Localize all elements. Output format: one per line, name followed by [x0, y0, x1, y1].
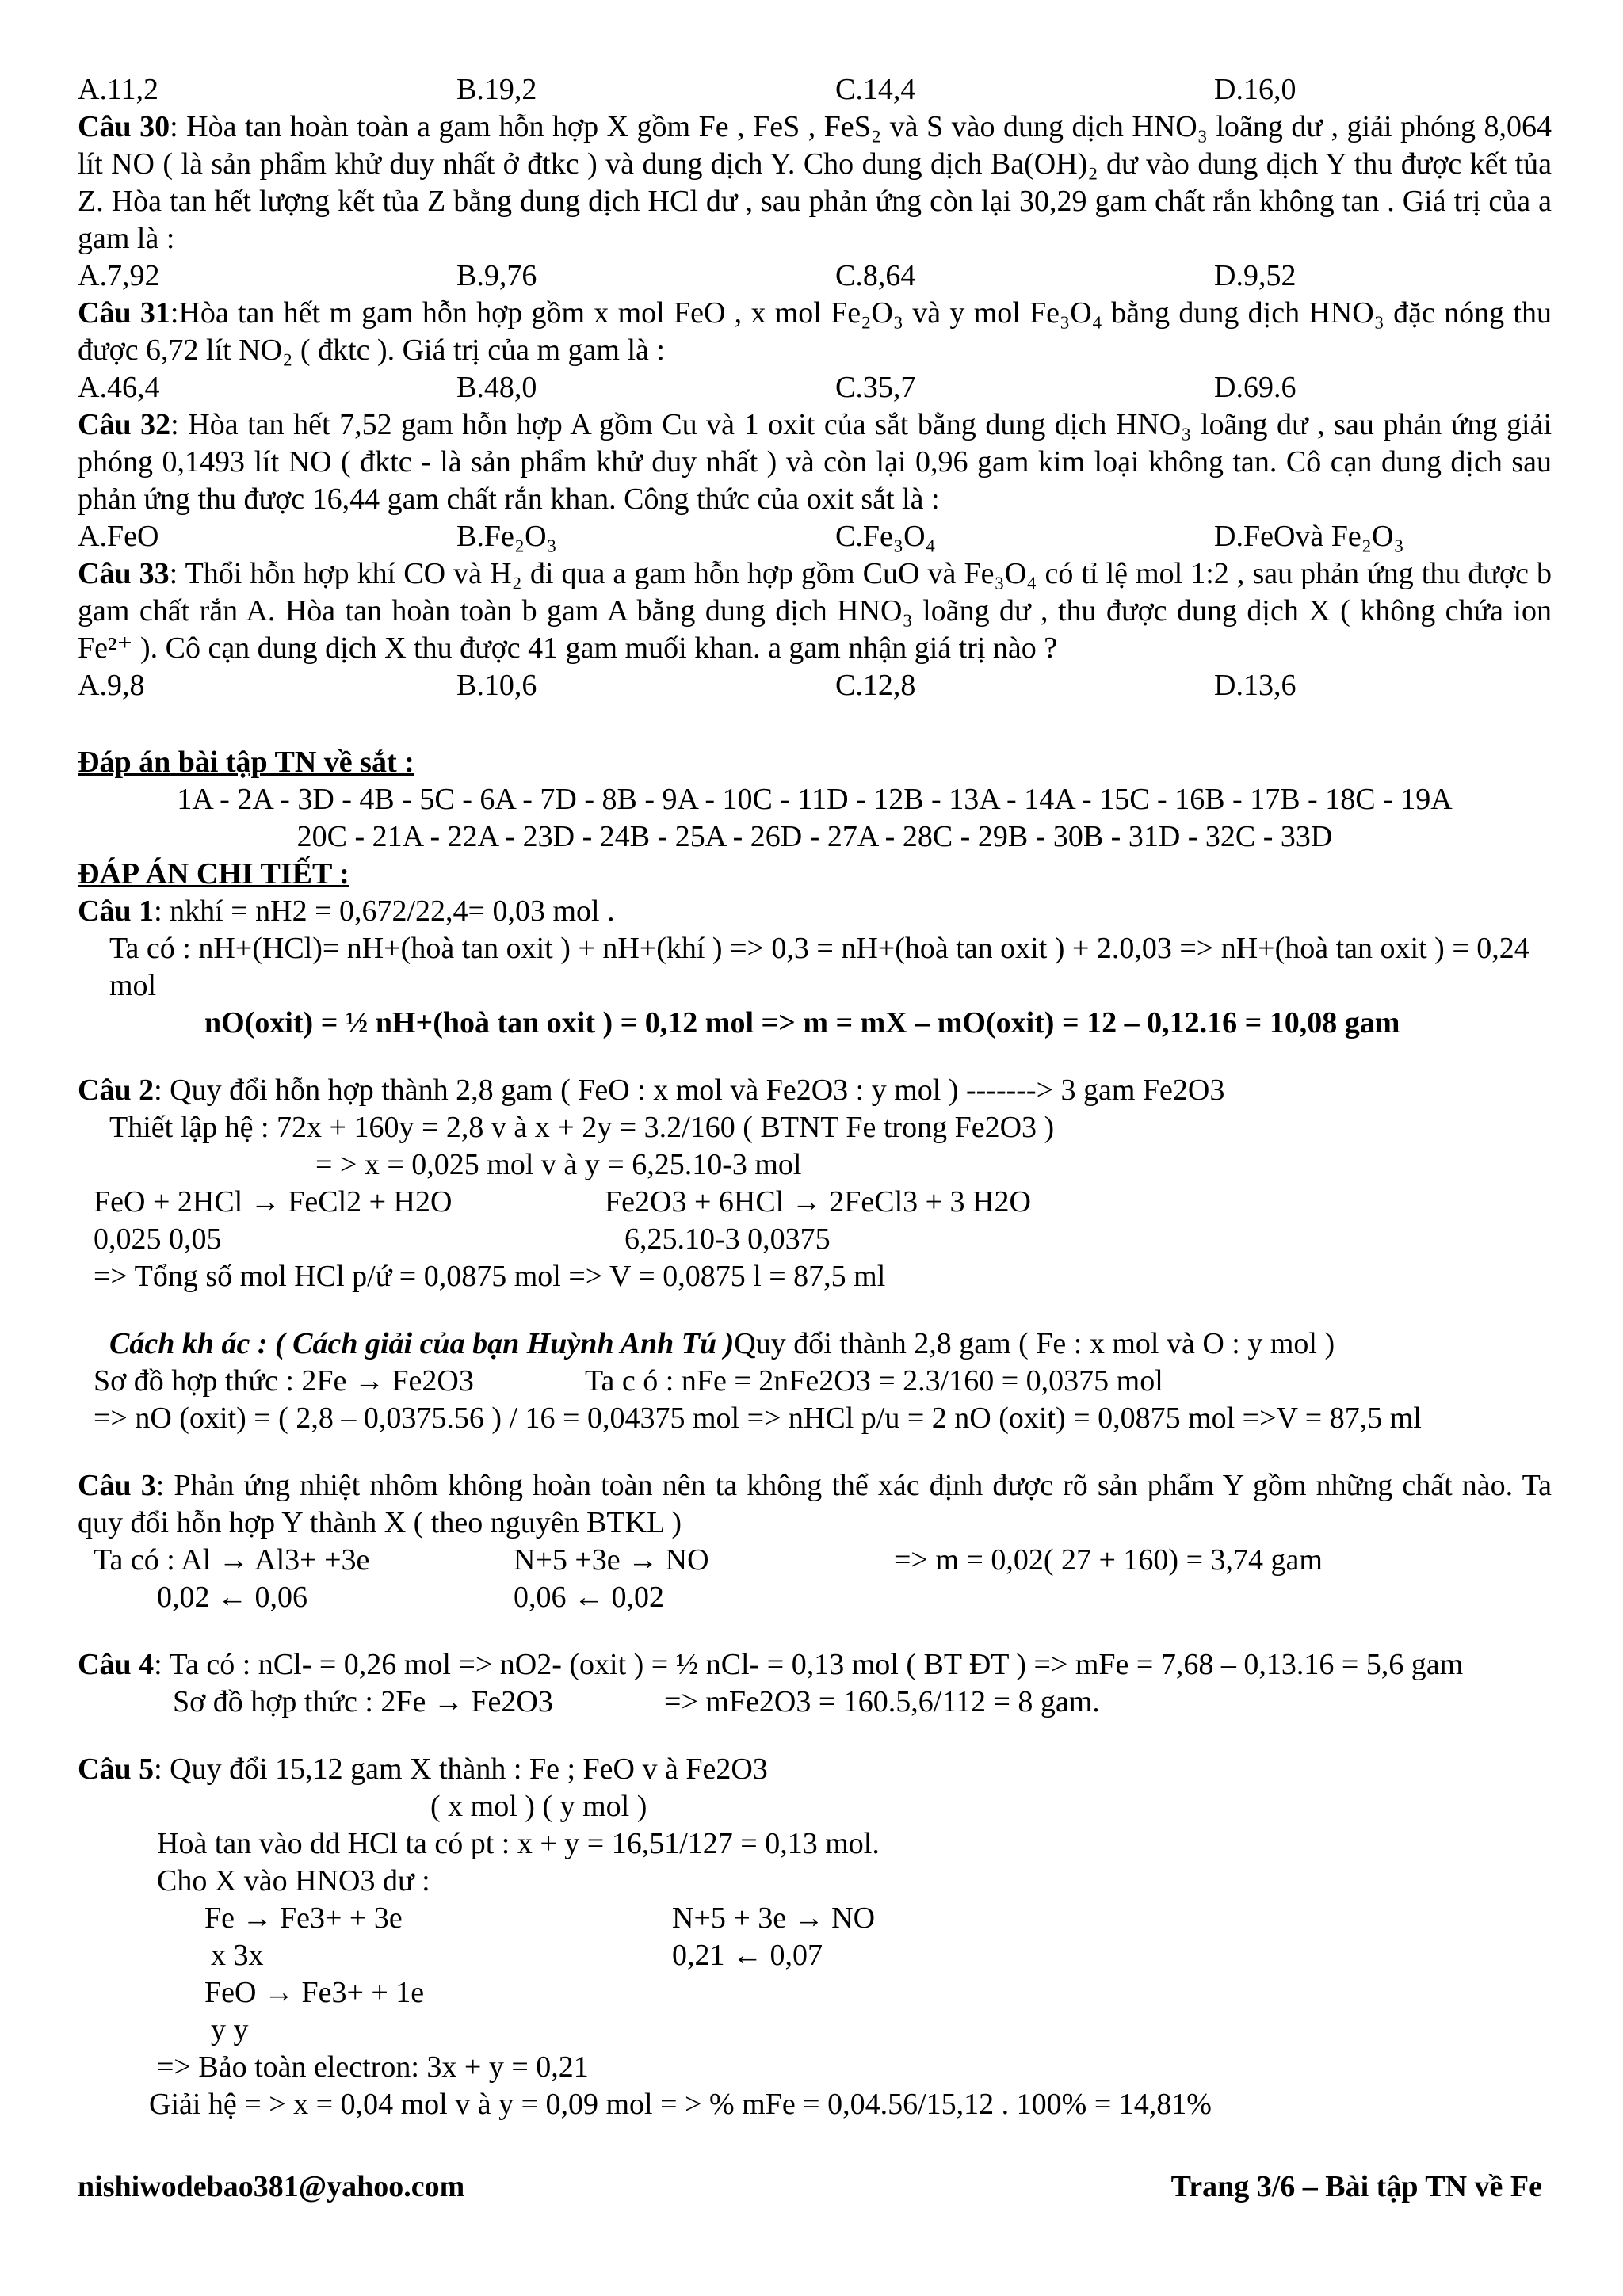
- option-c: C.35,7: [835, 371, 916, 404]
- solution-2: [78, 1072, 1552, 1437]
- question-31: [78, 295, 1552, 369]
- document-page: [78, 71, 1552, 2123]
- mole-values: x 3x: [211, 1939, 264, 1972]
- answer-key-line-2: 20C - 21A - 22A - 23D - 24B - 25A - 26D - 27A - 28C - 29B - 30B - 31D - 32C - 33D: [296, 820, 1333, 853]
- solution-label: Câu 3: [78, 1469, 156, 1502]
- options-q29: [78, 71, 1552, 109]
- question-text: : Hòa tan hoàn toàn a gam hỗn hợp X gồm Fe , FeS , FeS₂ và S vào dung dịch HNO₃ loãng dư , giải phóng 8,064 lít NO ( là sản phẩm khử duy nhất ở đtkc ) và dung dịch Y. Cho dung dịch Ba(OH)₂ dư vào dung dịch Y thu được kết tủa Z. Hòa tan hết lượng kết tủa Z bằng dung dịch HCl dư , sau phản ứng còn lại 30,29 gam chất rắn không tan . Giá trị của a gam là :: [78, 110, 1552, 255]
- option-d: D.9,52: [1214, 259, 1296, 292]
- option-a: A.9,8: [78, 669, 145, 702]
- solution-line: => mFe2O3 = 160.5,6/112 = 8 gam.: [664, 1685, 1100, 1718]
- answer-key-line-1: 1A - 2A - 3D - 4B - 5C - 6A - 7D - 8B - 9A - 10C - 11D - 12B - 13A - 14A - 15C - 16B - 17B - 18C - 19A: [177, 783, 1453, 816]
- option-b: B.48,0: [456, 371, 537, 404]
- option-c: C.Fe₃O₄: [835, 520, 936, 553]
- solution-label: Câu 1: [78, 894, 155, 928]
- half-reaction: Fe → Fe3+ + 3e: [204, 1901, 403, 1935]
- solution-line: Sơ đồ hợp thức : 2Fe → Fe2O3: [94, 1364, 474, 1398]
- alternative-method-title: Cách kh ác : ( Cách giải của bạn Huỳnh Anh Tú ): [109, 1327, 735, 1360]
- solution-line: => Bảo toàn electron: 3x + y = 0,21: [157, 2050, 589, 2084]
- option-d: D.69.6: [1214, 371, 1296, 404]
- solution-line: : Ta có : nCl- = 0,26 mol => nO2- (oxit ) = ½ nCl- = 0,13 mol ( BT ĐT ) => mFe = 7,68 – 0,13.16 = 5,6 gam: [154, 1648, 1464, 1681]
- solution-line: ( x mol ) ( y mol ): [430, 1790, 647, 1823]
- question-text: :Hòa tan hết m gam hỗn hợp gồm x mol FeO , x mol Fe₂O₃ và y mol Fe₃O₄ bằng dung dịch HNO₃ đặc nóng thu được 6,72 lít NO₂ ( đktc ). Giá trị của m gam là :: [78, 296, 1552, 367]
- option-a: A.FeO: [78, 520, 159, 553]
- solution-3: [78, 1467, 1552, 1616]
- solution-line: Cho X vào HNO3 dư :: [157, 1864, 430, 1897]
- question-30: [78, 109, 1552, 257]
- option-d: D.13,6: [1214, 669, 1296, 702]
- solution-line: : Phản ứng nhiệt nhôm không hoàn toàn nên ta không thể xác định được rõ sản phẩm Y gồm những chất nào. Ta quy đổi hỗn hợp Y thành X ( theo nguyên BTKL ): [78, 1469, 1552, 1539]
- spacer: [78, 1042, 1552, 1072]
- options-q33: [78, 667, 1552, 704]
- solution-line: Giải hệ = > x = 0,04 mol v à y = 0,09 mol = > % mFe = 0,04.56/15,12 . 100% = 14,81%: [149, 2088, 1212, 2121]
- equation: FeO + 2HCl → FeCl2 + H2O: [94, 1185, 453, 1219]
- question-label: Câu 30: [78, 110, 170, 143]
- options-q32: [78, 518, 1552, 555]
- question-label: Câu 32: [78, 408, 171, 441]
- half-reaction: N+5 +3e → NO: [514, 1543, 709, 1577]
- spacer: [78, 1721, 1552, 1751]
- solution-line: Sơ đồ hợp thức : 2Fe → Fe2O3: [173, 1685, 553, 1718]
- option-b: B.Fe₂O₃: [456, 520, 557, 553]
- footer-page-info: Trang 3/6 – Bài tập TN về Fe: [1170, 2170, 1542, 2203]
- spacer: [78, 1437, 1552, 1467]
- question-label: Câu 31: [78, 296, 170, 330]
- solution-5: [78, 1751, 1552, 2123]
- solution-line: Hoà tan vào dd HCl ta có pt : x + y = 16,51/127 = 0,13 mol.: [157, 1827, 880, 1860]
- option-c: C.14,4: [835, 73, 916, 106]
- option-c: C.8,64: [835, 259, 916, 292]
- equation: Fe2O3 + 6HCl → 2FeCl3 + 3 H2O: [605, 1185, 1031, 1219]
- detailed-answers-title: ĐÁP ÁN CHI TIẾT :: [78, 857, 349, 891]
- option-a: A.7,92: [78, 259, 160, 292]
- solution-line: Ta có : nH+(HCl)= nH+(hoà tan oxit ) + nH+(khí ) => 0,3 = nH+(hoà tan oxit ) + 2.0,03 => nH+(hoà tan oxit ) = 0,24 mol: [109, 932, 1529, 1002]
- solution-line: : nkhí = nH2 = 0,672/22,4= 0,03 mol .: [154, 894, 615, 928]
- option-c: C.12,8: [835, 669, 916, 702]
- options-q31: [78, 369, 1552, 406]
- solution-label: Câu 2: [78, 1074, 155, 1107]
- option-a: A.11,2: [78, 73, 159, 106]
- option-d: D.16,0: [1214, 73, 1296, 106]
- option-b: B.10,6: [456, 669, 537, 702]
- solution-label: Câu 5: [78, 1753, 155, 1786]
- mole-values: y y: [211, 2013, 249, 2046]
- question-32: [78, 406, 1552, 518]
- mole-values: 0,06 ← 0,02: [514, 1581, 664, 1614]
- question-text: : Hòa tan hết 7,52 gam hỗn hợp A gồm Cu và 1 oxit của sắt bằng dung dịch HNO₃ loãng dư , sau phản ứng giải phóng 0,1493 lít NO ( đktc - là sản phẩm khử duy nhất ) và còn lại 0,96 gam kim loại không tan. Cô cạn dung dịch sau phản ứng thu được 16,44 gam chất rắn khan. Công thức của oxit sắt là :: [78, 408, 1552, 516]
- solution-line: : Quy đổi 15,12 gam X thành : Fe ; FeO v à Fe2O3: [154, 1753, 768, 1786]
- solution-line: => m = 0,02( 27 + 160) = 3,74 gam: [894, 1543, 1323, 1577]
- spacer: [78, 1616, 1552, 1646]
- mole-values: 0,21 ← 0,07: [672, 1939, 823, 1972]
- option-a: A.46,4: [78, 371, 160, 404]
- solution-line: => nO (oxit) = ( 2,8 – 0,0375.56 ) / 16 = 0,04375 mol => nHCl p/u = 2 nO (oxit) = 0,0875 mol =>V = 87,5 ml: [94, 1402, 1422, 1435]
- footer-email: nishiwodebao381@yahoo.com: [78, 2170, 465, 2203]
- page-footer: [78, 2169, 1542, 2204]
- solution-line: Thiết lập hệ : 72x + 160y = 2,8 v à x + 2y = 3.2/160 ( BTNT Fe trong Fe2O3 ): [109, 1111, 1055, 1144]
- solution-line: nO(oxit) = ½ nH+(hoà tan oxit ) = 0,12 mol => m = mX – mO(oxit) = 12 – 0,12.16 = 10,08 gam: [204, 1006, 1400, 1039]
- solution-line: => Tổng số mol HCl p/ứ = 0,0875 mol => V = 0,0875 l = 87,5 ml: [94, 1260, 886, 1293]
- mole-values: 0,02 ← 0,06: [157, 1581, 307, 1614]
- solution-1: [78, 893, 1552, 1042]
- half-reaction: N+5 + 3e → NO: [672, 1901, 876, 1935]
- option-d: D.FeOvà Fe₂O₃: [1214, 520, 1404, 553]
- question-label: Câu 33: [78, 557, 170, 590]
- solution-line: Ta c ó : nFe = 2nFe2O3 = 2.3/160 = 0,0375 mol: [585, 1364, 1163, 1398]
- question-33: [78, 555, 1552, 667]
- solution-4: [78, 1646, 1552, 1721]
- options-q30: [78, 257, 1552, 295]
- solution-line: = > x = 0,025 mol v à y = 6,25.10-3 mol: [315, 1148, 802, 1181]
- solution-line: : Quy đổi hỗn hợp thành 2,8 gam ( FeO : x mol và Fe2O3 : y mol ) -------> 3 gam Fe2O3: [154, 1074, 1225, 1107]
- solution-line: Quy đổi thành 2,8 gam ( Fe : x mol và O : y mol ): [734, 1327, 1335, 1360]
- answer-key-title: Đáp án bài tập TN về sắt :: [78, 746, 414, 779]
- option-b: B.19,2: [456, 73, 537, 106]
- spacer: [78, 704, 1552, 744]
- half-reaction: FeO → Fe3+ + 1e: [204, 1976, 425, 2009]
- option-b: B.9,76: [456, 259, 537, 292]
- mole-values: 0,025 0,05: [94, 1222, 222, 1256]
- solution-label: Câu 4: [78, 1648, 155, 1681]
- half-reaction: Ta có : Al → Al3+ +3e: [94, 1543, 370, 1577]
- spacer: [78, 1295, 1552, 1325]
- mole-values: 6,25.10-3 0,0375: [624, 1222, 831, 1256]
- question-text: : Thổi hỗn hợp khí CO và H₂ đi qua a gam hỗn hợp gồm CuO và Fe₃O₄ có tỉ lệ mol 1:2 , sau phản ứng thu được b gam chất rắn A. Hòa tan hoàn toàn b gam A bằng dung dịch HNO₃ loãng dư , thu được dung dịch X ( không chứa ion Fe²⁺ ). Cô cạn dung dịch X thu được 41 gam muối khan. a gam nhận giá trị nào ?: [78, 557, 1552, 665]
